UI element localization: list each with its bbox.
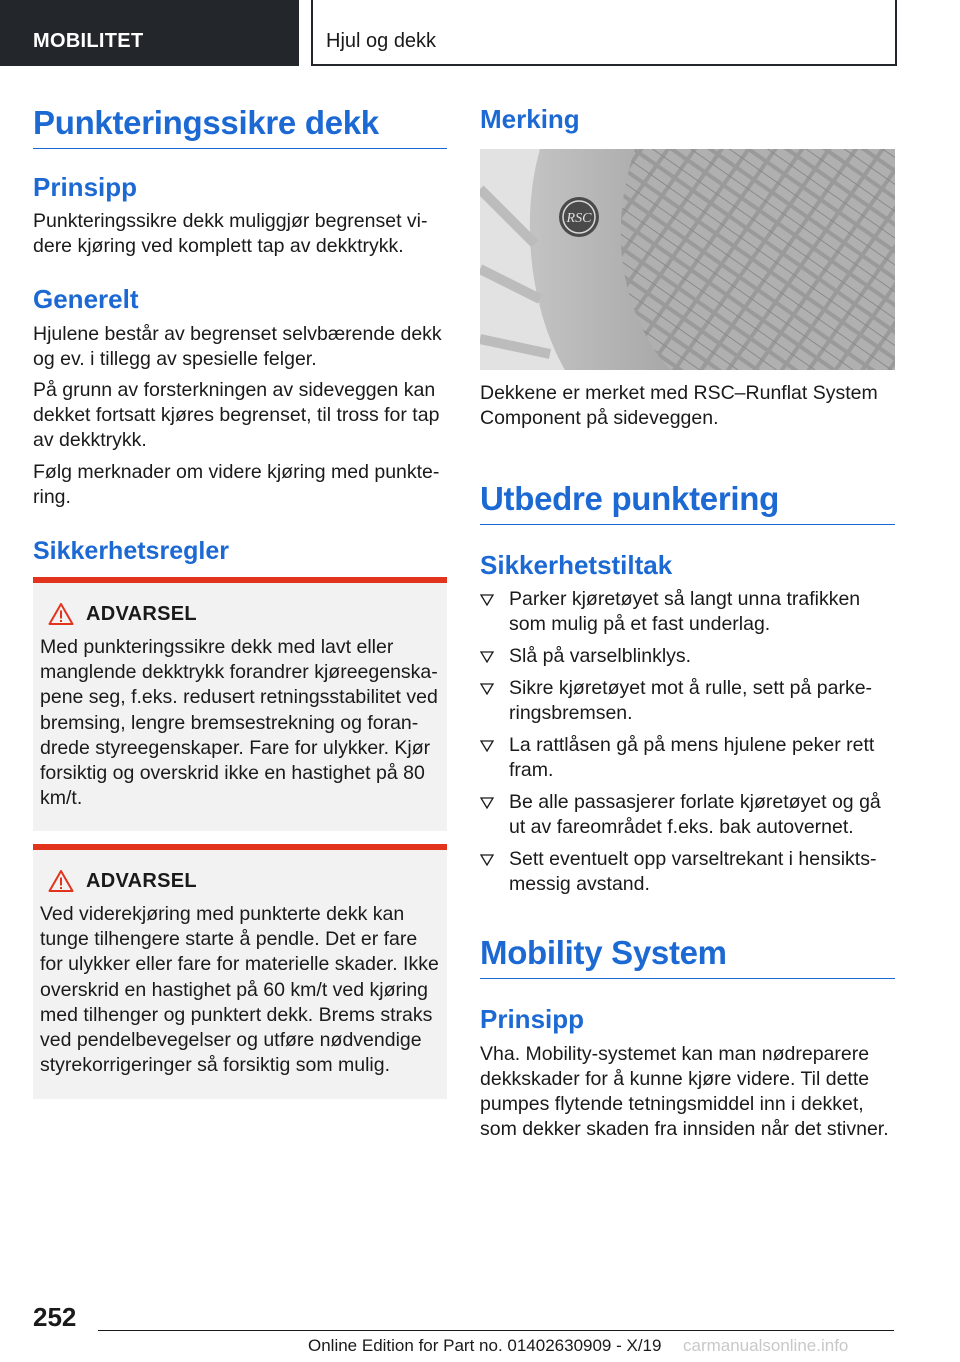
list-item: Sikre kjøretøyet mot å rulle, sett på parke-ringsbremsen. — [480, 676, 895, 726]
header-section-tab — [0, 0, 299, 66]
page-number: 252 — [33, 1302, 77, 1332]
page-title: Punkteringssikre dekk — [33, 104, 447, 149]
principle-text: Punkteringssikre dekk muliggjør begrenset vi-dere kjøring ved komplett tap av dekktrykk. — [33, 210, 428, 257]
measures-heading: Sikkerhetstiltak — [480, 550, 673, 580]
warning-2-text: Ved viderekjøring med punkterte dekk kan tunge tilhengere starte å pendle. Det er fare for ulykker eller fare for materielle skader. Ikke overskrid en hastighet på 60 km/t ved kjøring med tilhenger og punktert dekk. Brems straks ved pendelbevegelser og utføre nødvendige styrekorrigeringer så forsiktig som mulig. — [40, 903, 439, 1077]
general-heading: Generelt — [33, 284, 139, 314]
header-chapter-label: Hjul og dekk — [326, 30, 437, 52]
footer-edition: Online Edition for Part no. 01402630909 - X/19 — [308, 1336, 662, 1355]
safety-heading: Sikkerhetsregler — [33, 537, 229, 565]
marking-text: Dekkene er merket med RSC–Runflat System Component på sideveggen. — [480, 382, 878, 429]
footer-watermark: carmanualsonline.info — [683, 1336, 849, 1355]
general-paragraph-3: Følg merknader om videre kjøring med punkte-ring. — [33, 461, 440, 508]
warning-triangle-icon — [48, 602, 74, 626]
warning-1-title: ADVARSEL — [86, 602, 197, 625]
mobility-text: Vha. Mobility-systemet kan man nødreparere dekkskader for å kunne kjøre videre. Til dette pumpes flytende tetningsmiddel inn i dekket, som dekker skaden fra innsiden når det stivner. — [480, 1043, 889, 1140]
list-item: Slå på varselblinklys. — [480, 644, 895, 669]
warning-triangle-icon — [48, 869, 74, 893]
header-section-label: MOBILITET — [33, 30, 144, 52]
list-item: Be alle passasjerer forlate kjøretøyet og gå ut av fareområdet f.eks. bak autovernet. — [480, 790, 895, 840]
marking-heading: Merking — [480, 104, 580, 134]
tire-sidewall-figure — [480, 149, 895, 370]
general-paragraph-1: Hjulene består av begrenset selvbærende dekk og ev. i tillegg av spesielle felger. — [33, 323, 442, 370]
tire-illustration — [480, 149, 895, 370]
mobility-title: Mobility System — [480, 934, 895, 979]
principle-heading: Prinsipp — [33, 172, 138, 202]
warning-1-text: Med punkteringssikre dekk med lavt eller manglende dekktrykk forandrer kjøreegenska-pene seg, f.eks. redusert retningsstabilitet ved bremsing, lengre bremsestrekning og foran-drede styreegenskaper. Fare for ulykker. Kjør forsiktig og overskrid ikke en hastighet på 80 km/t. — [40, 636, 438, 810]
list-item: La rattlåsen gå på mens hjulene peker rett fram. — [480, 733, 895, 783]
list-item: Sett eventuelt opp varseltrekant i hensikts-messig avstand. — [480, 847, 895, 897]
rsc-logo: RSC — [566, 211, 592, 226]
measures-list — [480, 587, 895, 904]
triangle-bullet-icon — [480, 797, 494, 809]
fix-title: Utbedre punktering — [480, 480, 895, 525]
footer-divider — [98, 1330, 894, 1331]
list-item: Parker kjøretøyet så langt unna trafikken som mulig på et fast underlag. — [480, 587, 895, 637]
triangle-bullet-icon — [480, 854, 494, 866]
warning-2-title: ADVARSEL — [86, 869, 197, 892]
triangle-bullet-icon — [480, 594, 494, 606]
warning-box-2 — [33, 844, 447, 1099]
triangle-bullet-icon — [480, 683, 494, 695]
mobility-principle-heading: Prinsipp — [480, 1004, 585, 1034]
warning-box-1 — [33, 577, 447, 831]
header-chapter-tab — [311, 0, 897, 66]
general-paragraph-2: På grunn av forsterkningen av sideveggen kan dekket fortsatt kjøres begrenset, til tross for tap av dekktrykk. — [33, 379, 440, 451]
triangle-bullet-icon — [480, 740, 494, 752]
triangle-bullet-icon — [480, 651, 494, 663]
